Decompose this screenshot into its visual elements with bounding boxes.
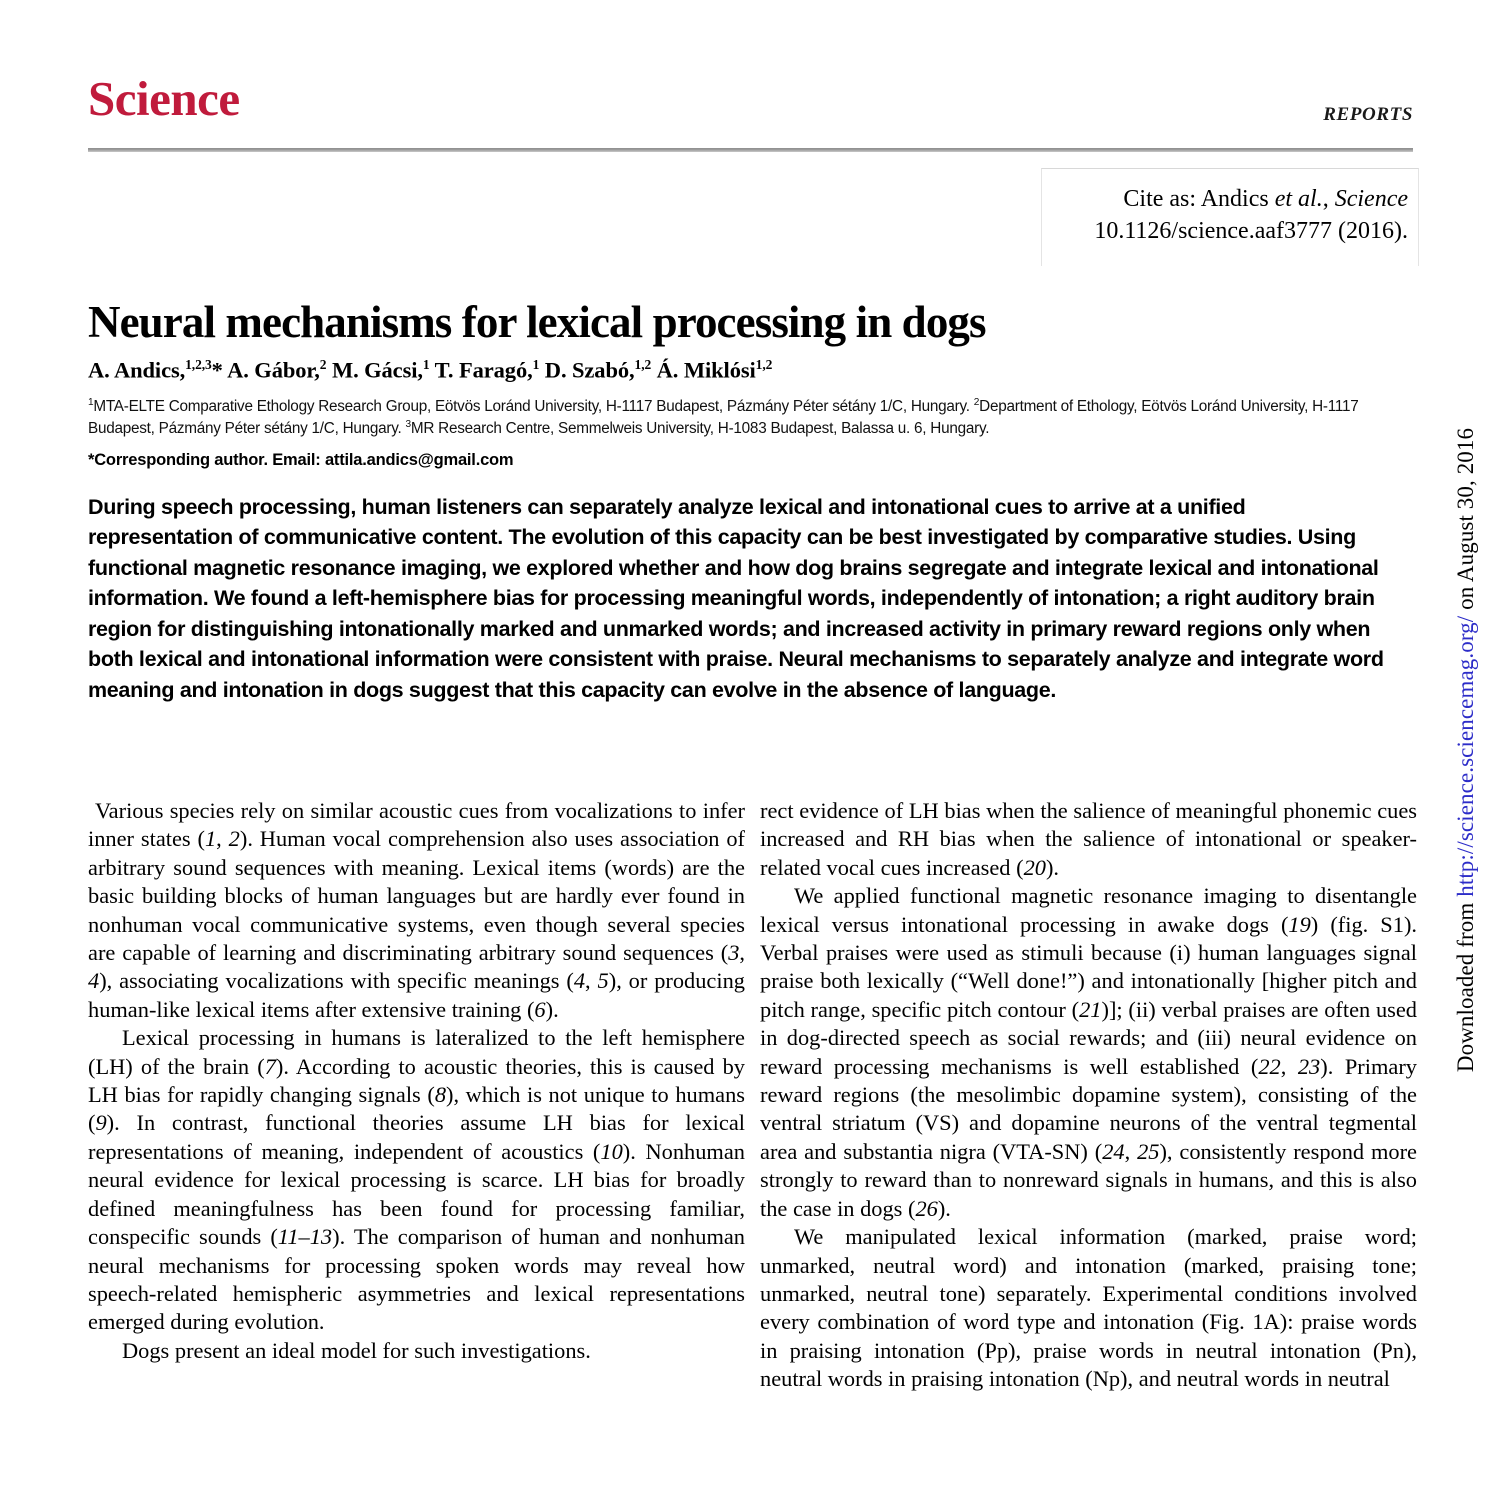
corresponding-author-email: *Corresponding author. Email: attila.andics@gmail.com — [88, 451, 514, 469]
download-stamp-prefix: Downloaded from — [1453, 896, 1479, 1073]
citation-doi: 10.1126/science.aaf3777 (2016). — [1094, 218, 1408, 245]
body-paragraph: We manipulated lexical information (marked, praise word; unmarked, neutral word) and intonation (marked, praising tone; unmarked, neutral tone) separately. Experimental conditions involved every combination of word type and intonation (Fig. 1A): praise words in praising intonation (Pp), praise words in neutral intonation (Pn), neutral words in praising intonation (Np), and neutral words in neutral — [760, 1224, 1417, 1392]
affiliations: $^1$MTA-ELTE Comparative Ethology Research Group, Eötvös Loránd University, H-1117 Budapest, Pázmány Péter sétány 1/C, Hungary. $^2$Department of Ethology, Eötvös Loránd University, H-1117 Budapest, Pázmány Péter sétány 1/C, Hungary. $^3$MR Research Centre, Semmelweis University, H-1083 Budapest, Balassa u. 6, Hungary. — [88, 397, 1359, 437]
abstract: During speech processing, human listeners can separately analyze lexical and intonational cues to arrive at a unified representation of communicative content. The evolution of this capacity can be best investigated by comparative studies. Using functional magnetic resonance imaging, we explored whether and how dog brains segregate and integrate lexical and intonational information. We found a left-hemisphere bias for processing meaningful words, independently of intonation; a right auditory brain region for distinguishing intonationally marked and unmarked words; and increased activity in primary reward regions only when both lexical and intonational information were consistent with praise. Neural mechanisms to separately analyze and integrate word meaning and intonation in dogs suggest that this capacity can evolve in the absence of language. — [88, 495, 1384, 702]
download-stamp-date: on August 30, 2016 — [1453, 427, 1479, 616]
masthead — [88, 71, 1413, 150]
citation-prefix: Cite as: Andics — [1123, 186, 1275, 212]
citation-separator: , — [1322, 186, 1335, 212]
body-column-right — [760, 797, 1417, 1497]
citation-box — [1041, 168, 1419, 266]
body-paragraph: Dogs present an ideal model for such investigations. — [122, 1337, 591, 1363]
science-journal-logo: Science — [88, 71, 240, 126]
citation-line-1 — [1042, 183, 1414, 215]
article-title: Neural mechanisms for lexical processing in dogs — [88, 297, 986, 348]
body-paragraph: Lexical processing in humans is lateralized to the left hemisphere (LH) of the brain (7). According to acoustic theories, this is caused by LH bias for rapidly changing signals (8), which is not unique to humans (9). In contrast, functional theories assume LH bias for lexical representations of meaning, independent of acoustics (10). Nonhuman neural evidence for lexical processing is scarce. LH bias for broadly defined meaningfulness has been found for processing familiar, conspecific sounds (11–13). The comparison of human and nonhuman neural mechanisms for processing spoken words may reveal how speech-related hemispheric asymmetries and lexical representations emerged during evolution. — [88, 1025, 745, 1335]
citation-journal-name: Science — [1334, 186, 1408, 212]
body-column-left — [88, 797, 745, 1497]
download-source-stamp — [1436, 0, 1496, 1500]
body-paragraph: Various species rely on similar acoustic cues from vocalizations to infer inner states (1, 2). Human vocal comprehension also uses association of arbitrary sound sequences with meaning. Lexical items (words) are the basic building blocks of human languages but are hardly ever found in nonhuman vocal communicative systems, even though several species are capable of learning and discriminating arbitrary sound sequences (3, 4), associating vocalizations with specific meanings (4, 5), or producing human-like lexical items after extensive training (6). — [88, 798, 745, 1022]
download-source-url[interactable]: http://science.sciencemag.org/ — [1453, 615, 1479, 897]
body-paragraph: rect evidence of LH bias when the salience of meaningful phonemic cues increased and RH bias when the salience of intonational or speaker-related vocal cues increased (20). — [760, 798, 1417, 880]
author-list: A. Andics,$^{1,2,3}$* A. Gábor,$^2$ M. Gácsi,$^1$ T. Faragó,$^1$ D. Szabó,$^{1,2}$ Á. Miklósi$^{1,2}$ — [88, 357, 773, 383]
masthead-divider-rule — [88, 148, 1413, 152]
citation-et-al: et al. — [1274, 186, 1323, 212]
download-stamp-text — [1453, 428, 1479, 1072]
body-paragraph: We applied functional magnetic resonance imaging to disentangle lexical versus intonational processing in awake dogs (19) (fig. S1). Verbal praises were used as stimuli because (i) human languages signal praise both lexically (“Well done!”) and intonationally [higher pitch and pitch range, specific pitch contour (21)]; (ii) verbal praises are often used in dog-directed speech as social rewards; and (iii) neural evidence on reward processing mechanisms is well established (22, 23). Primary reward regions (the mesolimbic dopamine system), consisting of the ventral striatum (VS) and dopamine neurons of the ventral tegmental area and substantia nigra (VTA-SN) (24, 25), consistently respond more strongly to reward than to nonreward signals in humans, and this is also the case in dogs (26). — [760, 883, 1417, 1221]
section-label-reports: REPORTS — [1323, 104, 1413, 125]
